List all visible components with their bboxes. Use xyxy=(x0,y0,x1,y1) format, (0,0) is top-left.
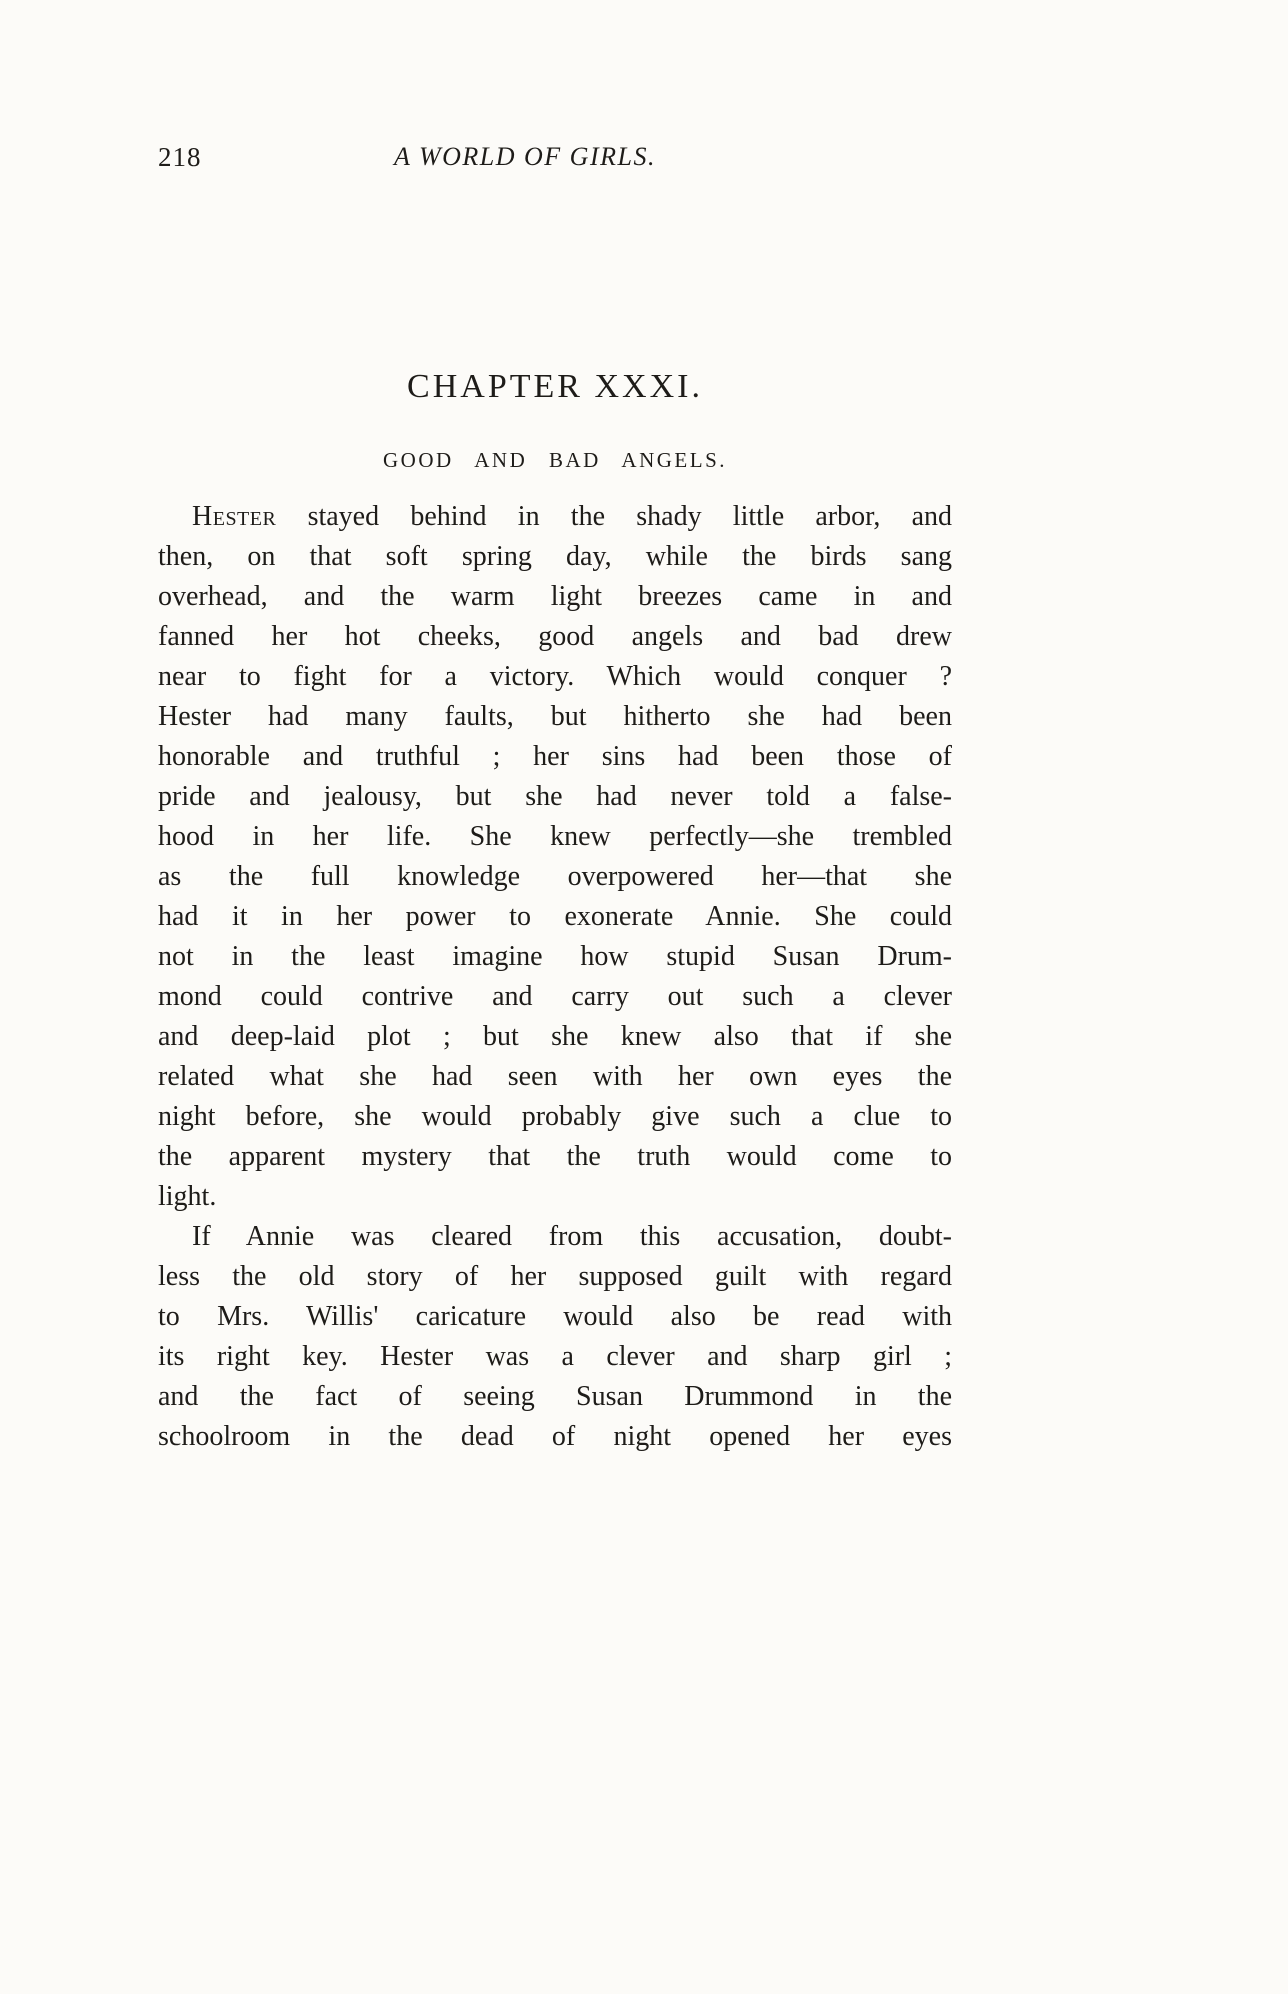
text-line: pride and jealousy, but she had never told a false- xyxy=(158,781,952,812)
text-line: honorable and truthful ; her sins had been those of xyxy=(158,741,952,772)
running-head xyxy=(158,142,952,178)
text-line: and deep-laid plot ; but she knew also that if she xyxy=(158,1021,952,1052)
text-line: night before, she would probably give such a clue to xyxy=(158,1101,952,1132)
lead-word-smallcaps: Hester xyxy=(192,501,277,532)
text-line: less the old story of her supposed guilt with regard xyxy=(158,1261,952,1292)
text-line: its right key. Hester was a clever and sharp girl ; xyxy=(158,1341,952,1372)
text-line: overhead, and the warm light breezes came in and xyxy=(158,581,952,612)
body-text xyxy=(158,497,952,1457)
page-number: 218 xyxy=(158,142,202,172)
text-line: near to fight for a victory. Which would conquer ? xyxy=(158,661,952,692)
text-line: had it in her power to exonerate Annie. She could xyxy=(158,901,952,932)
text-line: related what she had seen with her own eyes the xyxy=(158,1061,952,1092)
text-line: Hester stayed behind in the shady little arbor, and xyxy=(192,501,952,532)
text-line: mond could contrive and carry out such a clever xyxy=(158,981,952,1012)
chapter-subtitle: GOOD AND BAD ANGELS. xyxy=(382,448,727,472)
text-line: then, on that soft spring day, while the birds sang xyxy=(158,541,952,572)
text-line: If Annie was cleared from this accusation, doubt- xyxy=(192,1221,952,1252)
text-line: fanned her hot cheeks, good angels and bad drew xyxy=(158,621,952,652)
text-line: light. xyxy=(158,1181,217,1212)
page-content xyxy=(158,0,952,1994)
text-line: not in the least imagine how stupid Susan Drum- xyxy=(158,941,952,972)
running-header: A WORLD OF GIRLS. xyxy=(394,142,656,171)
text-line: to Mrs. Willis' caricature would also be read with xyxy=(158,1301,952,1332)
text-line: hood in her life. She knew perfectly—she trembled xyxy=(158,821,952,852)
text-line: schoolroom in the dead of night opened her eyes xyxy=(158,1421,952,1452)
chapter-title: CHAPTER XXXI. xyxy=(407,368,703,405)
text-line: and the fact of seeing Susan Drummond in the xyxy=(158,1381,952,1412)
text-line: the apparent mystery that the truth would come to xyxy=(158,1141,952,1172)
text-line: as the full knowledge overpowered her—that she xyxy=(158,861,952,892)
text-line: Hester had many faults, but hitherto she had been xyxy=(158,701,952,732)
